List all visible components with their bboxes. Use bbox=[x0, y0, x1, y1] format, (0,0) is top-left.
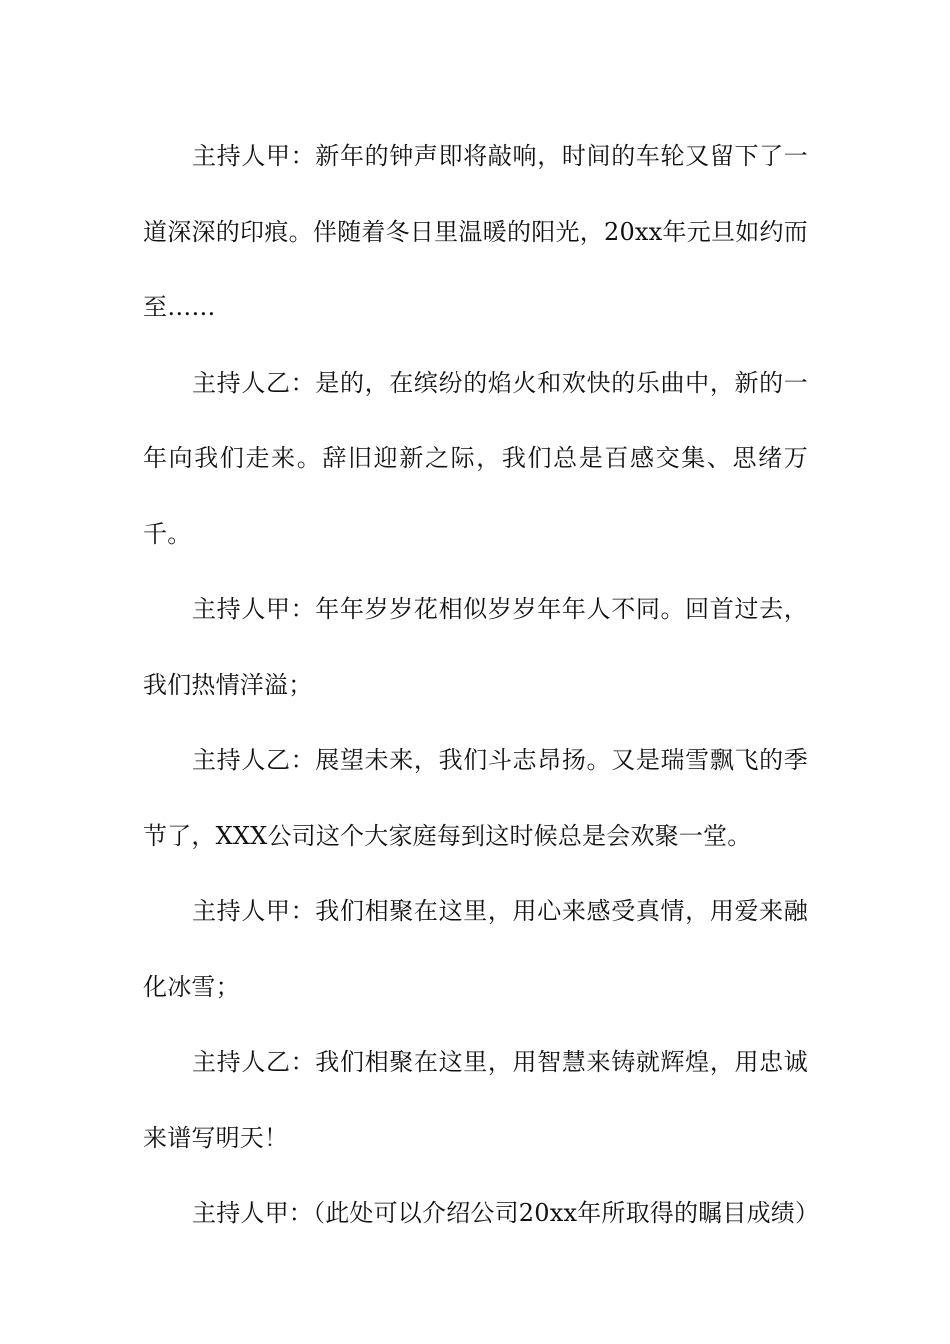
paragraph-host-b-1: 主持人乙：是的，在缤纷的焰火和欢快的乐曲中，新的一年向我们走来。辞旧迎新之际，我们总是百感交集、思绪万千。 bbox=[143, 368, 808, 548]
paragraph-host-b-2: 主持人乙：展望未来，我们斗志昂扬。又是瑞雪飘飞的季节了，XXX公司这个大家庭每到这时候总是会欢聚一堂。 bbox=[143, 746, 808, 850]
paragraph-host-a-4: 主持人甲：（此处可以介绍公司20xx年所取得的瞩目成绩） bbox=[192, 1199, 820, 1227]
document-body bbox=[143, 119, 820, 1252]
paragraph-host-a-2: 主持人甲：年年岁岁花相似岁岁年年人不同。回首过去，我们热情洋溢； bbox=[143, 595, 808, 699]
paragraph-host-b-3: 主持人乙：我们相聚在这里，用智慧来铸就辉煌，用忠诚来谱写明天！ bbox=[143, 1048, 808, 1152]
paragraph-host-a-1: 主持人甲：新年的钟声即将敲响，时间的车轮又留下了一道深深的印痕。伴随着冬日里温暖的阳光，20xx年元旦如约而至…… bbox=[143, 142, 808, 321]
paragraph-host-a-3: 主持人甲：我们相聚在这里，用心来感受真情，用爱来融化冰雪； bbox=[143, 897, 808, 1001]
